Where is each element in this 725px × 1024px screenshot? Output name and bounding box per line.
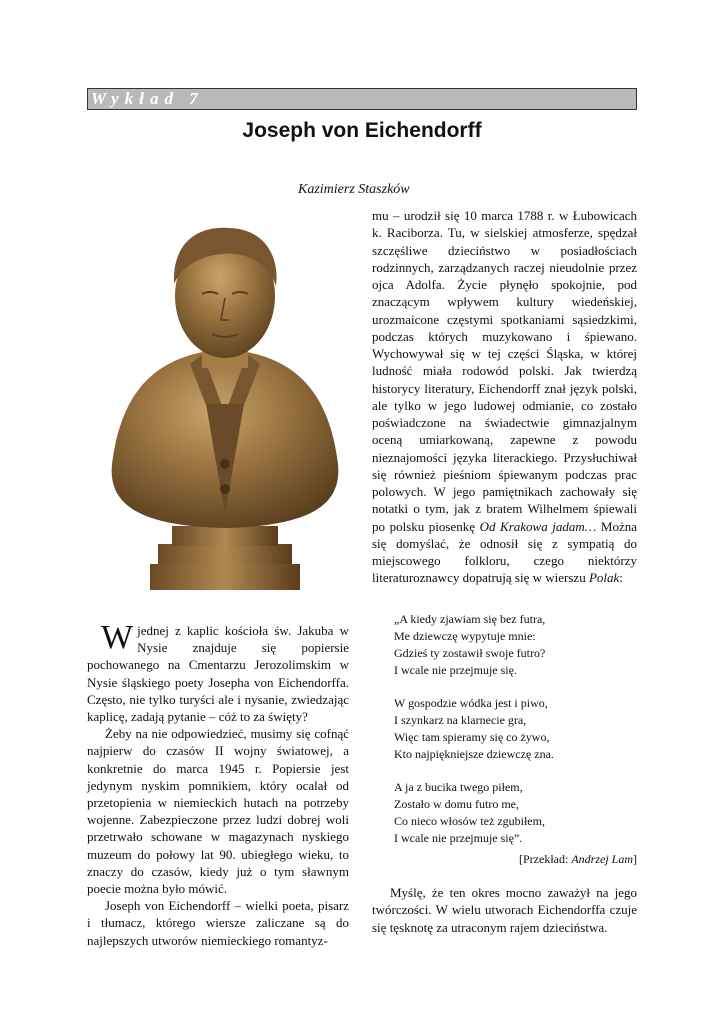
poem-line: I szynkarz na klarnecie gra, — [394, 713, 527, 727]
translator-name: Andrzej Lam — [571, 852, 633, 866]
poem-line: A ja z bucika twego piłem, — [394, 780, 523, 794]
poem-line: Kto najpiękniejsze dziewczę zna. — [394, 747, 554, 761]
translation-credit — [394, 851, 637, 868]
credit-suffix: ] — [633, 852, 637, 866]
poem-line: W gospodzie wódka jest i piwo, — [394, 696, 548, 710]
poem-stanza-2 — [394, 695, 637, 763]
poem-stanza-3 — [394, 779, 637, 847]
lecture-header-bar — [87, 88, 637, 110]
paragraph-1 — [87, 619, 349, 725]
poem-line: I wcale nie przejmuje się. — [394, 663, 517, 677]
song-title: Od Krakowa jadam… — [479, 518, 597, 534]
paragraph-4-text-b: Można się domyślać, że odnosił się z sympatią do miejscowego folkloru, czego niektórzy literaturoznawcy dopatrują się w wierszu — [372, 518, 637, 586]
paragraph-4-text-c: : — [619, 570, 623, 586]
paragraph-3: Joseph von Eichendorff – wielki poeta, pisarz i tłumacz, którego wiersze zaliczane są do najlepszych utworów niemieckiego romantyz- — [87, 898, 349, 948]
poem-block — [394, 611, 637, 868]
author-name: Kazimierz Staszków — [298, 182, 410, 197]
poem-stanza-1 — [394, 611, 637, 679]
left-column — [87, 619, 349, 949]
poem-line: „A kiedy zjawiam się bez futra, — [394, 612, 546, 626]
poem-line: I wcale nie przejmuje się”. — [394, 831, 523, 845]
right-column — [372, 207, 637, 587]
poem-line: Gdzieś ty zostawił swoje futro? — [394, 646, 546, 660]
poem-title: Polak — [588, 570, 620, 586]
poem-line: Co nieco włosów też zgubiłem, — [394, 814, 545, 828]
lecture-label: Wykład 7 — [91, 89, 204, 108]
author-line — [298, 181, 637, 199]
poem-line: Więc tam spieramy się co żywo, — [394, 730, 550, 744]
poem-line: Zostało w domu futro me, — [394, 797, 519, 811]
paragraph-2: Żeby na nie odpowiedzieć, musimy się cofnąć najpierw do czasów II wojny światowej, a konkretnie do marca 1945 r. Popiersie jest jedynym nyskim pomnikiem, który ocalał od przetopienia w niemieckich hutach na potrzeby wojenne. Zabezpieczone przez ludzi dobrej woli przetrwało schowane w magazynach nyskiego muzeum do połowy lat 90. ubiegłego wieku, to znaczy do czasów, kiedy już o tym sławnym poecie można było mówić. — [87, 726, 349, 897]
paragraph-4 — [372, 207, 637, 587]
article-title: Joseph von Eichendorff — [242, 119, 482, 142]
closing-paragraph — [372, 884, 637, 936]
paragraph-5: Myślę, że ten okres mocno zaważył na jego twórczości. W wielu utworach Eichendorffa czuje się tęsknotę za utraconym rajem dzieciństwa. — [372, 885, 637, 935]
poem-line: Me dziewczę wypytuje mnie: — [394, 629, 536, 643]
paragraph-4-text-a: mu – urodził się 10 marca 1788 r. w Łubowicach k. Raciborza. Tu, w sielskiej atmosferze, spędzał szczęśliwe dzieciństwo w posiadłościach rodzinnych, zarządzanych raczej nieudolnie przez ojca Adolfa. Życie płynęło spokojnie, pod znaczącym wpływem kultury wiedeńskiej, urozmaicone częstymi spotkaniami sąsiedzkimi, podczas których muzykowano i śpiewano. Wychowywał się w tej części Śląska, w której ludność miała rodowód polski. Jak twierdzą historycy literatury, Eichendorff znał język polski, ale tylko w jego ludowej odmianie, co zostało poświadczone na świadectwie gimnazjalnym oceną umiarkowaną, zapewne z powodu nieznajomości języka literackiego. Przysłuchiwał się również pieśniom śpiewanym podczas prac polowych. W jego pamiętnikach zachowały się notatki o tym, jak z bratem Wilhelmem śpiewali po polsku piosenkę — [372, 208, 637, 534]
credit-prefix: [Przekład: — [519, 852, 572, 866]
drop-cap: W — [101, 619, 134, 656]
paragraph-1-text: jednej z kaplic kościoła św. Jakuba w Nysie znajduje się popiersie pochowanego na Cmentarzu Jerozolimskim w Nysie śląskiego poety Josepha von Eichendorffa. Często, nie tylko turyści ale i nysanie, zwiedzając kaplicę, zadają pytanie – cóż to za święty? — [87, 623, 349, 725]
bust-sculpture-image — [102, 214, 348, 592]
